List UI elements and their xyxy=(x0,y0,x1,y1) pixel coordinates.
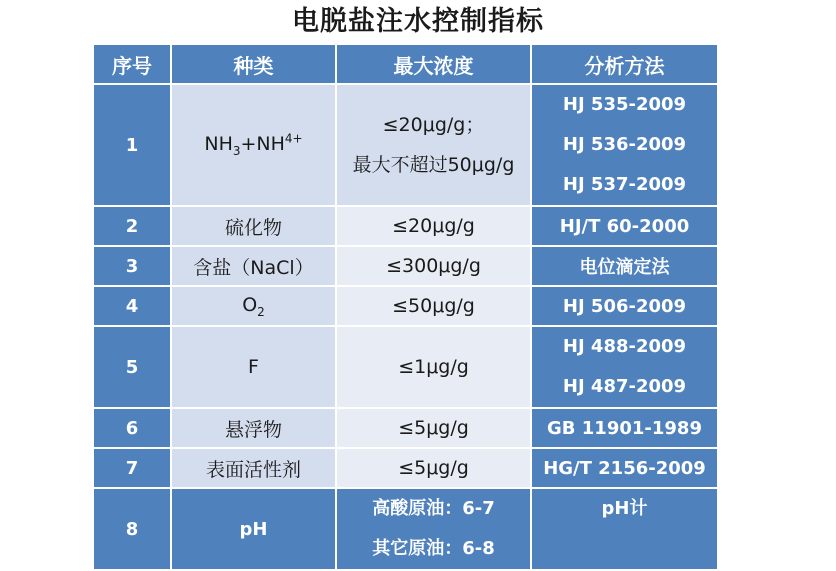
row-concentration: ≤5μg/g xyxy=(336,448,531,488)
row-type: F xyxy=(171,326,336,408)
row-number: 1 xyxy=(93,84,171,206)
type-subscript: 2 xyxy=(257,304,265,319)
type-part: NH xyxy=(204,133,233,156)
type-part: +NH xyxy=(240,133,285,156)
type-subscript: 3 xyxy=(232,144,241,159)
row-method xyxy=(531,84,718,206)
type-text xyxy=(204,131,303,159)
row-method: HJ/T 60-2000 xyxy=(531,206,718,246)
method-line: HJ 535-2009 xyxy=(562,94,687,115)
header-index: 序号 xyxy=(93,44,171,84)
table-row xyxy=(93,408,718,448)
row-concentration: ≤5μg/g xyxy=(336,408,531,448)
row-concentration xyxy=(336,84,531,206)
method-line: HJ 488-2009 xyxy=(562,336,687,357)
method-line: HJ 537-2009 xyxy=(562,174,687,195)
row-method: 电位滴定法 xyxy=(531,246,718,286)
row-type xyxy=(171,286,336,326)
concentration-line: 其它原油：6-8 xyxy=(372,538,495,559)
table-header-row xyxy=(93,44,718,84)
row-type: 含盐（NaCl） xyxy=(171,246,336,286)
row-method: GB 11901-1989 xyxy=(531,408,718,448)
type-part: O xyxy=(242,293,258,316)
row-type: 悬浮物 xyxy=(171,408,336,448)
row-concentration: ≤50μg/g xyxy=(336,286,531,326)
table-row xyxy=(93,206,718,246)
row-number: 7 xyxy=(93,448,171,488)
indicator-table xyxy=(92,43,719,571)
method-line: HJ 536-2009 xyxy=(562,134,687,155)
type-superscript: 4+ xyxy=(284,131,303,146)
row-number: 3 xyxy=(93,246,171,286)
row-concentration xyxy=(336,488,531,570)
page-title: 电脱盐注水控制指标 xyxy=(292,6,544,37)
row-concentration: ≤300μg/g xyxy=(336,246,531,286)
table-row xyxy=(93,84,718,206)
method-line: pH计 xyxy=(601,498,648,519)
concentration-line: 高酸原油：6-7 xyxy=(372,498,495,519)
row-method: HG/T 2156-2009 xyxy=(531,448,718,488)
table-row xyxy=(93,326,718,408)
row-type: 硫化物 xyxy=(171,206,336,246)
table-row xyxy=(93,246,718,286)
row-method xyxy=(531,326,718,408)
method-line: HJ 487-2009 xyxy=(562,376,687,397)
row-method xyxy=(531,488,718,570)
row-number: 4 xyxy=(93,286,171,326)
header-max-concentration: 最大浓度 xyxy=(336,44,531,84)
header-analysis-method: 分析方法 xyxy=(531,44,718,84)
row-concentration: ≤20μg/g xyxy=(336,206,531,246)
row-type xyxy=(171,84,336,206)
table-row xyxy=(93,488,718,570)
table-row xyxy=(93,448,718,488)
concentration-line: ≤20μg/g； xyxy=(382,114,485,136)
row-number: 2 xyxy=(93,206,171,246)
row-type: 表面活性剂 xyxy=(171,448,336,488)
row-number: 6 xyxy=(93,408,171,448)
row-method: HJ 506-2009 xyxy=(531,286,718,326)
row-concentration: ≤1μg/g xyxy=(336,326,531,408)
concentration-line: 最大不超过50μg/g xyxy=(352,154,515,176)
row-number: 8 xyxy=(93,488,171,570)
header-type: 种类 xyxy=(171,44,336,84)
row-type: pH xyxy=(171,488,336,570)
table-row xyxy=(93,286,718,326)
row-number: 5 xyxy=(93,326,171,408)
